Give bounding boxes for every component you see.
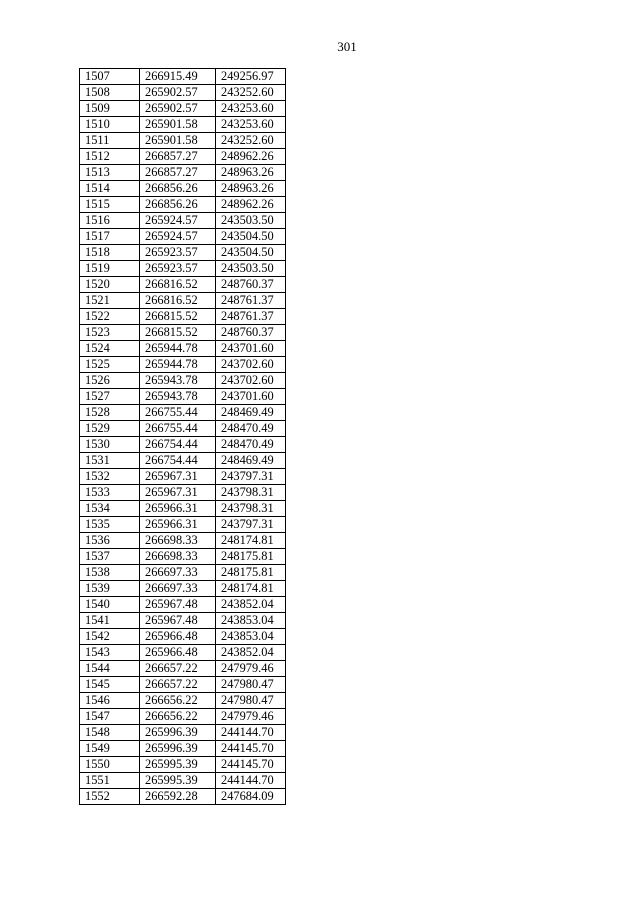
table-row: [80, 181, 286, 197]
point-id-cell: 1534: [80, 501, 140, 517]
y-coordinate-cell: 248174.81: [216, 581, 286, 597]
point-id-cell: 1511: [80, 133, 140, 149]
y-coordinate-cell: 248760.37: [216, 325, 286, 341]
point-id-cell: 1537: [80, 549, 140, 565]
x-coordinate-cell: 265902.57: [140, 101, 216, 117]
point-id-cell: 1536: [80, 533, 140, 549]
table-row: [80, 485, 286, 501]
x-coordinate-cell: 266856.26: [140, 197, 216, 213]
x-coordinate-cell: 266698.33: [140, 533, 216, 549]
table-row: [80, 597, 286, 613]
table-row: [80, 645, 286, 661]
point-id-cell: 1552: [80, 789, 140, 805]
point-id-cell: 1542: [80, 629, 140, 645]
point-id-cell: 1514: [80, 181, 140, 197]
y-coordinate-cell: 243798.31: [216, 501, 286, 517]
point-id-cell: 1543: [80, 645, 140, 661]
y-coordinate-cell: 248761.37: [216, 293, 286, 309]
table-row: [80, 469, 286, 485]
y-coordinate-cell: 248175.81: [216, 565, 286, 581]
table-row: [80, 517, 286, 533]
table-row: [80, 789, 286, 805]
x-coordinate-cell: 265967.48: [140, 613, 216, 629]
table-row: [80, 261, 286, 277]
x-coordinate-cell: 266815.52: [140, 325, 216, 341]
point-id-cell: 1546: [80, 693, 140, 709]
y-coordinate-cell: 243702.60: [216, 373, 286, 389]
table-row: [80, 741, 286, 757]
point-id-cell: 1513: [80, 165, 140, 181]
x-coordinate-cell: 266592.28: [140, 789, 216, 805]
x-coordinate-cell: 265901.58: [140, 133, 216, 149]
table-row: [80, 245, 286, 261]
x-coordinate-cell: 266856.26: [140, 181, 216, 197]
y-coordinate-cell: 243504.50: [216, 229, 286, 245]
table-row: [80, 117, 286, 133]
y-coordinate-cell: 247684.09: [216, 789, 286, 805]
y-coordinate-cell: 243701.60: [216, 389, 286, 405]
table-row: [80, 133, 286, 149]
y-coordinate-cell: 248470.49: [216, 437, 286, 453]
table-row: [80, 533, 286, 549]
table-row: [80, 453, 286, 469]
point-id-cell: 1517: [80, 229, 140, 245]
table-row: [80, 773, 286, 789]
table-row: [80, 405, 286, 421]
table-row: [80, 197, 286, 213]
point-id-cell: 1515: [80, 197, 140, 213]
point-id-cell: 1549: [80, 741, 140, 757]
y-coordinate-cell: 248760.37: [216, 277, 286, 293]
coordinates-table-body: [80, 69, 286, 805]
table-row: [80, 357, 286, 373]
x-coordinate-cell: 265944.78: [140, 357, 216, 373]
y-coordinate-cell: 244145.70: [216, 741, 286, 757]
point-id-cell: 1539: [80, 581, 140, 597]
y-coordinate-cell: 248175.81: [216, 549, 286, 565]
x-coordinate-cell: 265967.31: [140, 469, 216, 485]
table-row: [80, 373, 286, 389]
y-coordinate-cell: 247979.46: [216, 661, 286, 677]
point-id-cell: 1520: [80, 277, 140, 293]
y-coordinate-cell: 248962.26: [216, 149, 286, 165]
table-row: [80, 693, 286, 709]
y-coordinate-cell: 248761.37: [216, 309, 286, 325]
x-coordinate-cell: 265902.57: [140, 85, 216, 101]
point-id-cell: 1532: [80, 469, 140, 485]
point-id-cell: 1519: [80, 261, 140, 277]
point-id-cell: 1545: [80, 677, 140, 693]
x-coordinate-cell: 265967.31: [140, 485, 216, 501]
y-coordinate-cell: 243797.31: [216, 469, 286, 485]
table-row: [80, 165, 286, 181]
x-coordinate-cell: 266857.27: [140, 149, 216, 165]
x-coordinate-cell: 266697.33: [140, 565, 216, 581]
x-coordinate-cell: 265966.48: [140, 629, 216, 645]
point-id-cell: 1535: [80, 517, 140, 533]
point-id-cell: 1548: [80, 725, 140, 741]
x-coordinate-cell: 265943.78: [140, 389, 216, 405]
table-row: [80, 549, 286, 565]
x-coordinate-cell: 265995.39: [140, 757, 216, 773]
table-row: [80, 709, 286, 725]
point-id-cell: 1522: [80, 309, 140, 325]
table-row: [80, 309, 286, 325]
x-coordinate-cell: 265923.57: [140, 261, 216, 277]
point-id-cell: 1507: [80, 69, 140, 85]
x-coordinate-cell: 265996.39: [140, 741, 216, 757]
table-row: [80, 389, 286, 405]
point-id-cell: 1526: [80, 373, 140, 389]
x-coordinate-cell: 266755.44: [140, 405, 216, 421]
table-row: [80, 325, 286, 341]
x-coordinate-cell: 266754.44: [140, 453, 216, 469]
y-coordinate-cell: 248963.26: [216, 165, 286, 181]
x-coordinate-cell: 265923.57: [140, 245, 216, 261]
x-coordinate-cell: 265943.78: [140, 373, 216, 389]
table-row: [80, 661, 286, 677]
y-coordinate-cell: 248469.49: [216, 405, 286, 421]
y-coordinate-cell: 243503.50: [216, 261, 286, 277]
table-row: [80, 293, 286, 309]
y-coordinate-cell: 247979.46: [216, 709, 286, 725]
x-coordinate-cell: 266857.27: [140, 165, 216, 181]
y-coordinate-cell: 243503.50: [216, 213, 286, 229]
x-coordinate-cell: 266754.44: [140, 437, 216, 453]
table-row: [80, 69, 286, 85]
y-coordinate-cell: 248963.26: [216, 181, 286, 197]
x-coordinate-cell: 266816.52: [140, 293, 216, 309]
point-id-cell: 1524: [80, 341, 140, 357]
table-row: [80, 85, 286, 101]
table-row: [80, 581, 286, 597]
y-coordinate-cell: 247980.47: [216, 693, 286, 709]
table-row: [80, 565, 286, 581]
x-coordinate-cell: 266657.22: [140, 661, 216, 677]
x-coordinate-cell: 265966.31: [140, 517, 216, 533]
point-id-cell: 1525: [80, 357, 140, 373]
y-coordinate-cell: 248962.26: [216, 197, 286, 213]
x-coordinate-cell: 266656.22: [140, 693, 216, 709]
table-row: [80, 229, 286, 245]
x-coordinate-cell: 265966.48: [140, 645, 216, 661]
x-coordinate-cell: 266815.52: [140, 309, 216, 325]
table-row: [80, 213, 286, 229]
y-coordinate-cell: 247980.47: [216, 677, 286, 693]
point-id-cell: 1523: [80, 325, 140, 341]
x-coordinate-cell: 265966.31: [140, 501, 216, 517]
table-row: [80, 421, 286, 437]
point-id-cell: 1551: [80, 773, 140, 789]
y-coordinate-cell: 248470.49: [216, 421, 286, 437]
x-coordinate-cell: 265967.48: [140, 597, 216, 613]
table-row: [80, 725, 286, 741]
x-coordinate-cell: 266755.44: [140, 421, 216, 437]
point-id-cell: 1530: [80, 437, 140, 453]
y-coordinate-cell: 243252.60: [216, 133, 286, 149]
point-id-cell: 1510: [80, 117, 140, 133]
x-coordinate-cell: 265944.78: [140, 341, 216, 357]
point-id-cell: 1541: [80, 613, 140, 629]
point-id-cell: 1528: [80, 405, 140, 421]
point-id-cell: 1547: [80, 709, 140, 725]
point-id-cell: 1527: [80, 389, 140, 405]
table-row: [80, 149, 286, 165]
y-coordinate-cell: 248469.49: [216, 453, 286, 469]
point-id-cell: 1518: [80, 245, 140, 261]
y-coordinate-cell: 244145.70: [216, 757, 286, 773]
y-coordinate-cell: 243253.60: [216, 101, 286, 117]
point-id-cell: 1533: [80, 485, 140, 501]
point-id-cell: 1512: [80, 149, 140, 165]
x-coordinate-cell: 266697.33: [140, 581, 216, 597]
x-coordinate-cell: 265995.39: [140, 773, 216, 789]
y-coordinate-cell: 243252.60: [216, 85, 286, 101]
table-row: [80, 437, 286, 453]
table-row: [80, 629, 286, 645]
point-id-cell: 1508: [80, 85, 140, 101]
table-row: [80, 613, 286, 629]
x-coordinate-cell: 265901.58: [140, 117, 216, 133]
y-coordinate-cell: 243798.31: [216, 485, 286, 501]
y-coordinate-cell: 243853.04: [216, 613, 286, 629]
point-id-cell: 1531: [80, 453, 140, 469]
x-coordinate-cell: 265996.39: [140, 725, 216, 741]
x-coordinate-cell: 265924.57: [140, 229, 216, 245]
x-coordinate-cell: 266816.52: [140, 277, 216, 293]
point-id-cell: 1516: [80, 213, 140, 229]
coordinates-table: [79, 68, 286, 805]
point-id-cell: 1550: [80, 757, 140, 773]
y-coordinate-cell: 244144.70: [216, 773, 286, 789]
x-coordinate-cell: 266698.33: [140, 549, 216, 565]
point-id-cell: 1521: [80, 293, 140, 309]
y-coordinate-cell: 244144.70: [216, 725, 286, 741]
table-row: [80, 501, 286, 517]
table-row: [80, 101, 286, 117]
y-coordinate-cell: 243701.60: [216, 341, 286, 357]
point-id-cell: 1509: [80, 101, 140, 117]
y-coordinate-cell: 243253.60: [216, 117, 286, 133]
point-id-cell: 1538: [80, 565, 140, 581]
x-coordinate-cell: 266915.49: [140, 69, 216, 85]
y-coordinate-cell: 243852.04: [216, 645, 286, 661]
x-coordinate-cell: 266656.22: [140, 709, 216, 725]
y-coordinate-cell: 243797.31: [216, 517, 286, 533]
point-id-cell: 1540: [80, 597, 140, 613]
y-coordinate-cell: 249256.97: [216, 69, 286, 85]
y-coordinate-cell: 243853.04: [216, 629, 286, 645]
y-coordinate-cell: 248174.81: [216, 533, 286, 549]
y-coordinate-cell: 243702.60: [216, 357, 286, 373]
table-row: [80, 277, 286, 293]
y-coordinate-cell: 243852.04: [216, 597, 286, 613]
x-coordinate-cell: 265924.57: [140, 213, 216, 229]
table-row: [80, 341, 286, 357]
table-row: [80, 677, 286, 693]
point-id-cell: 1529: [80, 421, 140, 437]
page-number: 301: [337, 39, 357, 54]
point-id-cell: 1544: [80, 661, 140, 677]
y-coordinate-cell: 243504.50: [216, 245, 286, 261]
x-coordinate-cell: 266657.22: [140, 677, 216, 693]
table-row: [80, 757, 286, 773]
